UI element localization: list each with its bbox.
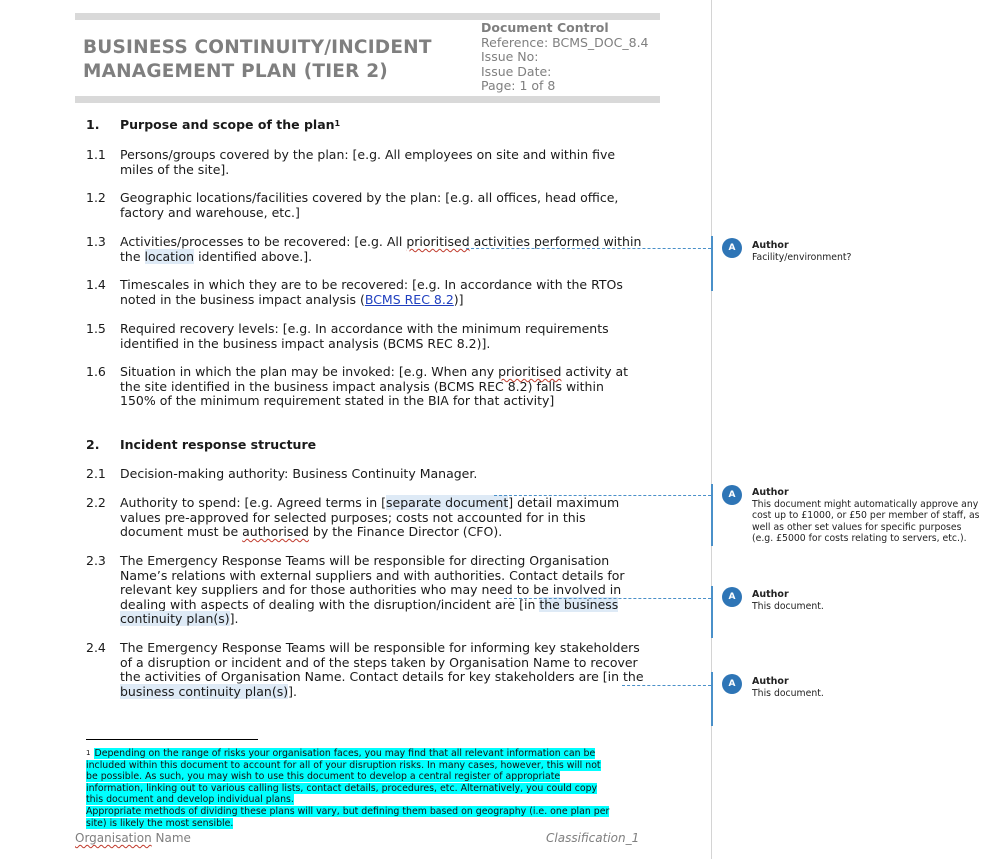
comment-marker-bar bbox=[711, 586, 713, 638]
text-run: activity at bbox=[561, 364, 629, 379]
commented-text[interactable]: separate document bbox=[386, 495, 509, 510]
text-run: noted in the business impact analysis ( bbox=[120, 291, 365, 307]
item-line bbox=[120, 612, 635, 627]
item-text bbox=[120, 191, 635, 220]
item-number: 2.2 bbox=[86, 495, 106, 510]
item-line: The Emergency Response Teams will be responsible for informing key stakeholders bbox=[120, 640, 640, 655]
item-number: 1.4 bbox=[86, 277, 106, 292]
text-run: dealing with aspects of dealing with the disruption/incident are [in bbox=[120, 596, 540, 612]
item-number: 1.2 bbox=[86, 190, 106, 205]
section-title: Incident response structure bbox=[120, 437, 317, 452]
comment-marker-bar bbox=[711, 484, 713, 546]
item-text bbox=[120, 496, 635, 540]
doc-control-reference: Reference: BCMS_DOC_8.4 bbox=[481, 34, 649, 50]
spelling-flag[interactable]: authorised bbox=[242, 524, 309, 540]
comment-2[interactable] bbox=[722, 485, 992, 555]
item-number: 1.6 bbox=[86, 364, 106, 379]
item-line: Required recovery levels: [e.g. In accordance with the minimum requirements bbox=[120, 321, 609, 336]
footnote-text: Depending on the range of risks your organisation faces, you may find that all relevant information can be bbox=[94, 748, 596, 759]
commented-text[interactable]: location bbox=[144, 248, 195, 264]
footnote-text: site) is likely the most sensible. bbox=[86, 817, 234, 829]
text-run: ] detail maximum bbox=[508, 495, 620, 510]
footer-organisation bbox=[75, 831, 191, 845]
author-avatar: A bbox=[722, 674, 742, 694]
text-run: )] bbox=[453, 291, 464, 307]
author-avatar: A bbox=[722, 587, 742, 607]
item-line: Name’s relations with external suppliers and with authorities. Contact details for bbox=[120, 567, 625, 583]
item-text bbox=[120, 640, 644, 699]
text-run: document must be bbox=[120, 524, 243, 540]
comment-connector bbox=[494, 495, 711, 496]
doc-control-issue-no: Issue No: bbox=[481, 49, 539, 65]
item-line: The Emergency Response Teams will be responsible for directing Organisation bbox=[120, 553, 610, 568]
footnote[interactable] bbox=[86, 748, 631, 829]
footnote-line bbox=[86, 818, 631, 830]
section-title bbox=[120, 118, 340, 133]
text-run: Situation in which the plan may be invoked: [e.g. When any bbox=[120, 364, 499, 379]
spelling-flag[interactable]: prioritised bbox=[406, 234, 470, 249]
footnote-text: this document and develop individual plans. bbox=[86, 794, 294, 806]
footnote-text: be possible. As such, you may wish to use this document to develop a central register of appropriate bbox=[86, 771, 561, 783]
spelling-flag[interactable]: Organisation bbox=[75, 831, 152, 845]
title-line-2: MANAGEMENT PLAN (TIER 2) bbox=[83, 61, 388, 82]
comment-author: Author bbox=[752, 487, 789, 498]
item-line bbox=[120, 496, 635, 511]
item-text bbox=[120, 148, 635, 177]
text-run: Activities/processes to be recovered: [e.g. All bbox=[120, 234, 407, 249]
comment-line: (e.g. £5000 for costs relating to servers, etc.). bbox=[752, 532, 967, 544]
item-line: 150% of the minimum requirement stated in the BIA for that activity] bbox=[120, 393, 555, 409]
text-run: by the Finance Director (CFO). bbox=[308, 524, 503, 540]
footnote-line bbox=[86, 771, 631, 783]
text-run: ]. bbox=[288, 683, 297, 699]
text-run: ]. bbox=[229, 611, 239, 627]
item-number: 2.3 bbox=[86, 553, 106, 568]
comment-author: Author bbox=[752, 589, 789, 600]
footer-classification: Classification_1 bbox=[546, 831, 640, 845]
text-run: the bbox=[120, 248, 145, 264]
comment-text bbox=[752, 252, 992, 263]
item-line: Timescales in which they are to be recovered: [e.g. In accordance with the RTOs bbox=[120, 277, 623, 292]
comment-author: Author bbox=[752, 676, 789, 687]
item-line: of a disruption or incident and of the steps taken by Organisation Name to recover bbox=[120, 654, 638, 670]
bcms-rec-link[interactable]: BCMS REC 8.2 bbox=[364, 291, 454, 307]
item-line: the site identified in the business impact analysis (BCMS REC 8.2) falls within bbox=[120, 378, 604, 394]
item-line: Geographic locations/facilities covered by the plan: [e.g. all offices, head office, bbox=[120, 190, 619, 205]
footnote-text: information, linking out to various calling lists, contact details, procedures, etc. Alternatively, you could copy bbox=[86, 782, 598, 794]
comment-4[interactable] bbox=[722, 674, 992, 704]
item-text bbox=[120, 554, 635, 627]
footer-text: Name bbox=[151, 831, 191, 845]
document-control-block bbox=[481, 21, 649, 94]
author-avatar: A bbox=[722, 238, 742, 258]
comment-line: This document. bbox=[752, 601, 824, 612]
item-text bbox=[120, 322, 635, 351]
doc-control-heading: Document Control bbox=[481, 20, 609, 35]
item-number: 2.4 bbox=[86, 640, 106, 655]
item-line bbox=[120, 598, 635, 613]
item-line: relevant key suppliers and for those authorities who may need to be involved in bbox=[120, 582, 622, 598]
spelling-flag[interactable]: prioritised bbox=[498, 364, 562, 379]
footnote-reference[interactable]: 1 bbox=[334, 119, 341, 128]
comment-text bbox=[752, 601, 992, 612]
comment-line: This document. bbox=[752, 688, 824, 699]
item-text bbox=[120, 467, 635, 482]
comment-author: Author bbox=[752, 240, 789, 251]
commented-text[interactable]: the business bbox=[539, 596, 619, 612]
item-text bbox=[120, 365, 635, 409]
header-rule-bottom bbox=[75, 96, 660, 103]
commented-text[interactable]: continuity plan(s) bbox=[120, 611, 230, 627]
comment-line: This document might automatically approve any bbox=[752, 499, 979, 510]
document-title bbox=[83, 36, 473, 84]
item-line: identified in the business impact analysis (BCMS REC 8.2)]. bbox=[120, 335, 491, 351]
comment-line: well as other set values for specific purposes bbox=[752, 521, 962, 533]
title-line-1: BUSINESS CONTINUITY/INCIDENT bbox=[83, 37, 432, 58]
comment-3[interactable] bbox=[722, 587, 992, 617]
item-line: factory and warehouse, etc.] bbox=[120, 204, 300, 220]
footnote-text: Appropriate methods of dividing these plans will vary, but defining them based on geography (i.e. one plan per bbox=[86, 805, 610, 817]
item-text bbox=[120, 234, 642, 264]
comment-text bbox=[752, 499, 992, 544]
comment-text bbox=[752, 688, 992, 699]
footnote-separator bbox=[86, 739, 258, 740]
footnote-line bbox=[86, 783, 631, 795]
item-number: 1.5 bbox=[86, 321, 106, 336]
comment-connector bbox=[466, 248, 711, 249]
item-line bbox=[120, 293, 635, 308]
item-line bbox=[120, 525, 635, 540]
comment-connector bbox=[622, 685, 711, 686]
section-number: 2. bbox=[86, 437, 100, 452]
item-line: the activities of Organisation Name. Contact details for key stakeholders are [in the bbox=[120, 669, 644, 685]
text-run: Authority to spend: [e.g. Agreed terms in [ bbox=[120, 495, 387, 510]
text-run: activities performed within bbox=[469, 234, 642, 249]
item-text bbox=[120, 278, 635, 307]
footnote-line bbox=[86, 760, 631, 772]
comment-line: cost up to £1000, or £50 per member of staff, as bbox=[752, 510, 980, 522]
footnote-line bbox=[86, 806, 631, 818]
item-line bbox=[120, 250, 635, 265]
doc-control-issue-date: Issue Date: bbox=[481, 63, 552, 79]
comments-pane[interactable] bbox=[711, 0, 997, 859]
section-title-text: Purpose and scope of the plan bbox=[120, 117, 335, 132]
doc-control-page: Page: 1 of 8 bbox=[481, 78, 556, 94]
footnote-line bbox=[86, 794, 631, 806]
section-number: 1. bbox=[86, 117, 100, 132]
item-number: 1.3 bbox=[86, 234, 106, 249]
commented-text[interactable]: business continuity plan(s) bbox=[120, 683, 289, 699]
text-run: identified above.]. bbox=[194, 248, 313, 264]
comment-connector bbox=[504, 598, 711, 599]
item-line bbox=[120, 685, 635, 700]
header-rule-top bbox=[75, 13, 660, 20]
item-line: Persons/groups covered by the plan: [e.g. All employees on site and within five bbox=[120, 147, 616, 162]
footnote-text: included within this document to account for all of your disruption risks. In many cases, however, this will not bbox=[86, 759, 601, 771]
item-line bbox=[120, 365, 635, 380]
comment-marker-bar bbox=[711, 236, 713, 291]
item-line: miles of the site]. bbox=[120, 161, 230, 177]
comment-marker-bar bbox=[711, 672, 713, 726]
item-number: 1.1 bbox=[86, 147, 106, 162]
item-number: 2.1 bbox=[86, 466, 106, 481]
footnote-line bbox=[86, 748, 631, 760]
item-line: values pre-approved for selected purposes; costs not accounted for in this bbox=[120, 509, 586, 525]
comment-1[interactable] bbox=[722, 238, 992, 268]
comment-line: Facility/environment? bbox=[752, 252, 852, 263]
author-avatar: A bbox=[722, 485, 742, 505]
footnote-marker: 1 bbox=[86, 749, 91, 757]
item-line: Decision-making authority: Business Continuity Manager. bbox=[120, 466, 478, 481]
